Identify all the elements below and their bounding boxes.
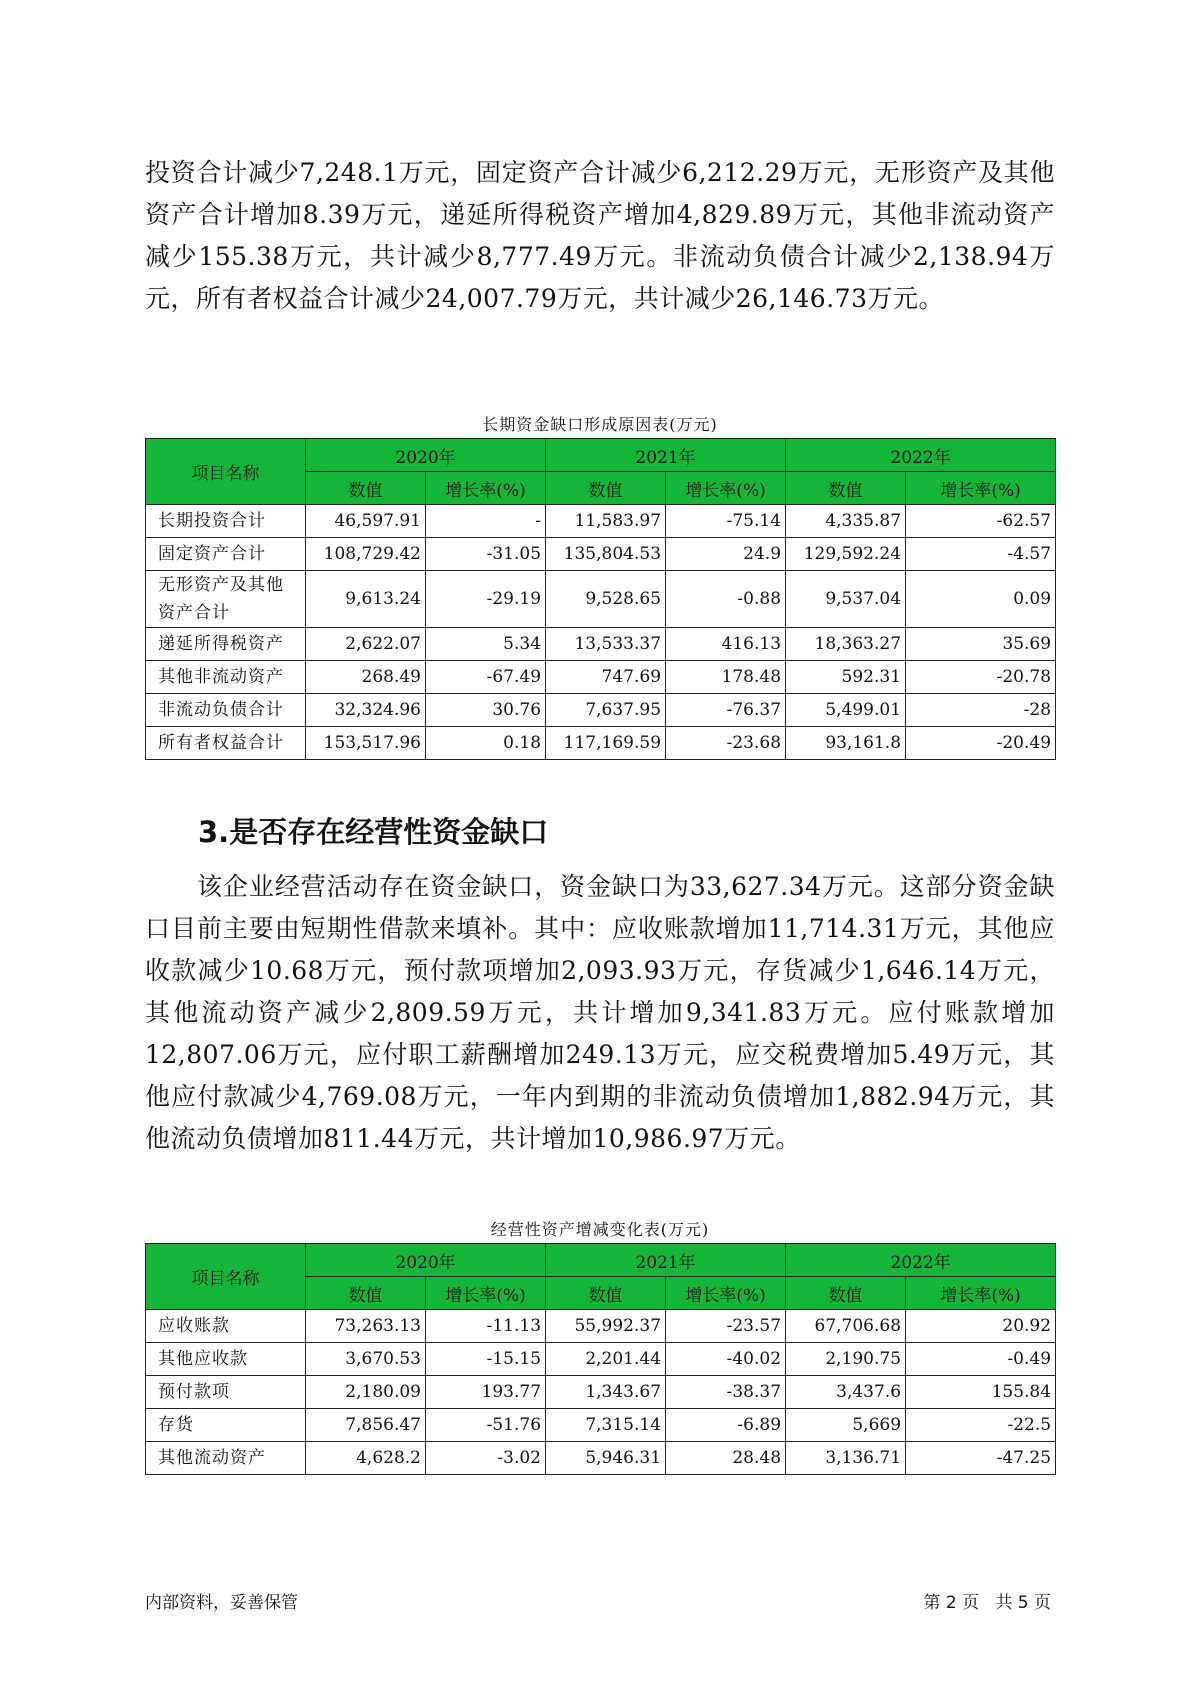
growth-rate-cell: -38.37 [666,1376,786,1409]
value-cell: 5,946.31 [546,1442,666,1475]
value-cell: 5,499.01 [786,694,906,727]
growth-rate-cell: 0.09 [906,571,1056,628]
row-label: 其他应收款 [146,1343,306,1376]
value-cell: 3,437.6 [786,1376,906,1409]
value-cell: 268.49 [306,661,426,694]
value-cell: 18,363.27 [786,628,906,661]
value-cell: 3,670.53 [306,1343,426,1376]
growth-header: 增长率(%) [906,1277,1056,1310]
value-cell: 4,335.87 [786,505,906,538]
growth-rate-cell: 155.84 [906,1376,1056,1409]
growth-rate-cell: -4.57 [906,538,1056,571]
long-term-funding-gap-table [145,438,1056,760]
growth-header: 增长率(%) [906,472,1056,505]
growth-rate-cell: -11.13 [426,1310,546,1343]
year-header: 2022年 [786,439,1056,472]
growth-rate-cell: 416.13 [666,628,786,661]
row-label: 应收账款 [146,1310,306,1343]
section-heading: 3.是否存在经营性资金缺口 [198,815,549,849]
table1-caption: 长期资金缺口形成原因表(万元) [482,415,718,434]
growth-rate-cell: 35.69 [906,628,1056,661]
row-label: 固定资产合计 [146,538,306,571]
value-cell: 2,180.09 [306,1376,426,1409]
value-cell: 2,201.44 [546,1343,666,1376]
value-header: 数值 [306,1277,426,1310]
name-header: 项目名称 [146,1244,306,1310]
value-cell: 7,315.14 [546,1409,666,1442]
value-cell: 67,706.68 [786,1310,906,1343]
value-cell: 108,729.42 [306,538,426,571]
table-header-row [146,1244,1056,1277]
value-cell: 7,856.47 [306,1409,426,1442]
year-header: 2022年 [786,1244,1056,1277]
table-row [146,505,1056,538]
growth-rate-cell: -6.89 [666,1409,786,1442]
value-cell: 32,324.96 [306,694,426,727]
value-cell: 129,592.24 [786,538,906,571]
growth-header: 增长率(%) [426,472,546,505]
value-cell: 117,169.59 [546,727,666,760]
confidential-note: 内部资料，妥善保管 [145,1593,298,1613]
table-row [146,661,1056,694]
row-label: 其他非流动资产 [146,661,306,694]
operating-assets-change-table [145,1243,1056,1475]
table-row [146,1310,1056,1343]
table-row [146,571,1056,628]
growth-rate-cell: - [426,505,546,538]
table2-caption: 经营性资产增减变化表(万元) [490,1220,710,1239]
growth-rate-cell: 24.9 [666,538,786,571]
table-row [146,538,1056,571]
value-cell: 73,263.13 [306,1310,426,1343]
table-row [146,1442,1056,1475]
row-label: 长期投资合计 [146,505,306,538]
paragraph-assets-change [145,152,1055,320]
growth-rate-cell: 20.92 [906,1310,1056,1343]
value-cell: 5,669 [786,1409,906,1442]
value-cell: 9,528.65 [546,571,666,628]
value-cell: 55,992.37 [546,1310,666,1343]
value-cell: 9,537.04 [786,571,906,628]
row-label: 存货 [146,1409,306,1442]
row-label: 预付款项 [146,1376,306,1409]
value-cell: 2,190.75 [786,1343,906,1376]
table-row [146,727,1056,760]
growth-rate-cell: 193.77 [426,1376,546,1409]
value-cell: 46,597.91 [306,505,426,538]
growth-rate-cell: -0.49 [906,1343,1056,1376]
growth-rate-cell: -47.25 [906,1442,1056,1475]
growth-rate-cell: -75.14 [666,505,786,538]
value-cell: 4,628.2 [306,1442,426,1475]
growth-rate-cell: -23.57 [666,1310,786,1343]
table-body [146,1310,1056,1475]
growth-rate-cell: -51.76 [426,1409,546,1442]
table-row [146,694,1056,727]
growth-header: 增长率(%) [666,1277,786,1310]
growth-rate-cell: -20.49 [906,727,1056,760]
growth-rate-cell: 28.48 [666,1442,786,1475]
growth-rate-cell: -40.02 [666,1343,786,1376]
year-header: 2021年 [546,439,786,472]
paragraph-text: 该企业经营活动存在资金缺口，资金缺口为33,627.34万元。这部分资金缺口目前主要由短期性借款来填补。其中：应收账款增加11,714.31万元，其他应收款减少10.68万元，预付款项增加2,093.93万元，存货减少1,646.14万元，其他流动资产减少2,809.59万元，共计增加9,341.83万元。应付账款增加12,807.06万元，应付职工薪酬增加249.13万元，应交税费增加5.49万元，其他应付款减少4,769.08万元，一年内到期的非流动负债增加1,882.94万元，其他流动负债增加811.44万元，共计增加10,986.97万元。 [145,872,1055,1153]
value-header: 数值 [786,472,906,505]
year-header: 2021年 [546,1244,786,1277]
table-row [146,1343,1056,1376]
value-cell: 135,804.53 [546,538,666,571]
value-header: 数值 [306,472,426,505]
row-label: 递延所得税资产 [146,628,306,661]
growth-rate-cell: -20.78 [906,661,1056,694]
value-cell: 93,161.8 [786,727,906,760]
year-header: 2020年 [306,1244,546,1277]
growth-rate-cell: -0.88 [666,571,786,628]
growth-rate-cell: -28 [906,694,1056,727]
value-header: 数值 [786,1277,906,1310]
growth-rate-cell: -67.49 [426,661,546,694]
value-cell: 3,136.71 [786,1442,906,1475]
paragraph-operating-gap [145,866,1055,1160]
growth-rate-cell: 178.48 [666,661,786,694]
growth-rate-cell: -15.15 [426,1343,546,1376]
growth-rate-cell: -23.68 [666,727,786,760]
value-header: 数值 [546,472,666,505]
row-label: 其他流动资产 [146,1442,306,1475]
value-cell: 592.31 [786,661,906,694]
table-row [146,1409,1056,1442]
year-header: 2020年 [306,439,546,472]
row-label: 非流动负债合计 [146,694,306,727]
value-header: 数值 [546,1277,666,1310]
growth-rate-cell: 30.76 [426,694,546,727]
paragraph-text: 投资合计减少7,248.1万元，固定资产合计减少6,212.29万元，无形资产及其他资产合计增加8.39万元，递延所得税资产增加4,829.89万元，其他非流动资产减少155.38万元，共计减少8,777.49万元。非流动负债合计减少2,138.94万元，所有者权益合计减少24,007.79万元，共计减少26,146.73万元。 [145,158,1055,313]
value-cell: 11,583.97 [546,505,666,538]
value-cell: 2,622.07 [306,628,426,661]
growth-rate-cell: -29.19 [426,571,546,628]
growth-rate-cell: 0.18 [426,727,546,760]
value-cell: 1,343.67 [546,1376,666,1409]
row-label: 无形资产及其他资产合计 [146,571,306,628]
value-cell: 7,637.95 [546,694,666,727]
growth-rate-cell: -31.05 [426,538,546,571]
table-header-row [146,439,1056,472]
growth-header: 增长率(%) [666,472,786,505]
page-number: 第 2 页 共 5 页 [923,1593,1051,1613]
value-cell: 747.69 [546,661,666,694]
growth-header: 增长率(%) [426,1277,546,1310]
value-cell: 9,613.24 [306,571,426,628]
name-header: 项目名称 [146,439,306,505]
growth-rate-cell: -76.37 [666,694,786,727]
table-body [146,505,1056,760]
value-cell: 153,517.96 [306,727,426,760]
growth-rate-cell: -3.02 [426,1442,546,1475]
growth-rate-cell: -62.57 [906,505,1056,538]
value-cell: 13,533.37 [546,628,666,661]
table-row [146,1376,1056,1409]
growth-rate-cell: 5.34 [426,628,546,661]
table-row [146,628,1056,661]
growth-rate-cell: -22.5 [906,1409,1056,1442]
row-label: 所有者权益合计 [146,727,306,760]
